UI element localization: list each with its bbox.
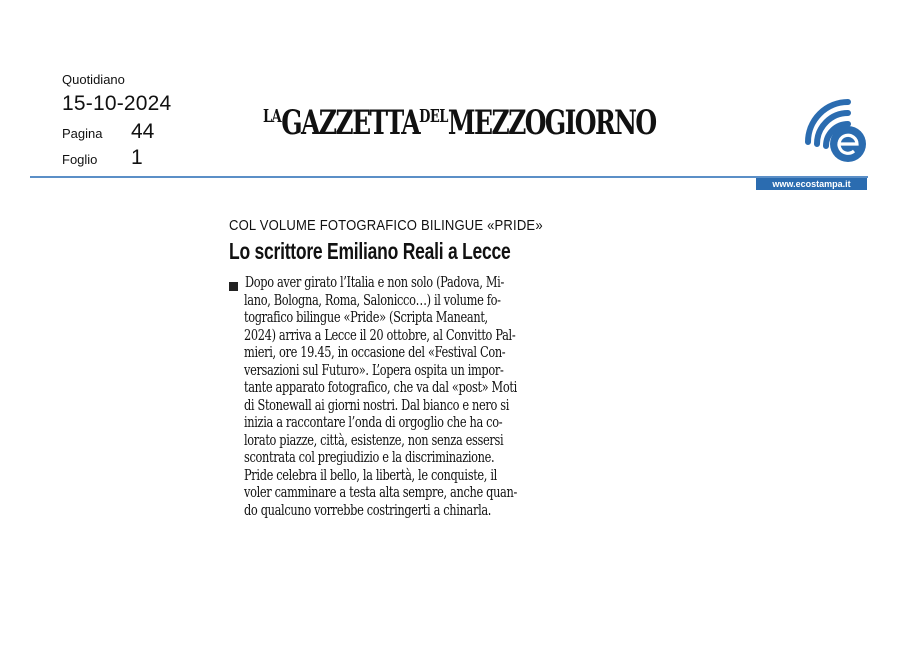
publication-date: 15-10-2024	[62, 92, 172, 115]
pagina-value: 44	[131, 120, 155, 143]
header-divider	[30, 176, 868, 178]
masthead-la: LA	[263, 107, 282, 128]
foglio-label: Foglio	[62, 152, 98, 167]
article-kicker: COL VOLUME FOTOGRAFICO BILINGUE «PRIDE»	[229, 218, 543, 234]
body-line: tante apparato fotografico, che va dal «post» Moti	[244, 379, 517, 396]
foglio-value: 1	[131, 146, 143, 169]
masthead-mezzogiorno: MEZZOGIORNO	[447, 103, 656, 143]
body-line: Pride celebra il bello, la libertà, le conquiste, il	[244, 466, 497, 484]
pagina-label: Pagina	[62, 126, 103, 141]
body-line: lorato piazze, città, esistenze, non senza essersi	[244, 431, 504, 449]
newspaper-masthead	[263, 103, 656, 157]
article-body	[0, 274, 594, 519]
body-line: voler camminare a testa alta sempre, anche quan-	[244, 484, 517, 501]
body-line: scontrata col pregiudizio e la discriminazione.	[244, 449, 495, 466]
masthead-del: DEL	[419, 107, 448, 128]
ecostampa-url: www.ecostampa.it	[756, 178, 867, 190]
body-line: versazioni sul Futuro». L’opera ospita un impor-	[244, 361, 504, 379]
quotidiano-label: Quotidiano	[62, 72, 125, 87]
masthead-gazzetta: GAZZETTA	[281, 103, 420, 143]
body-line: mieri, ore 19.45, in occasione del «Festival Con-	[244, 344, 506, 361]
body-line: inizia a raccontare l’onda di orgoglio che ha co-	[244, 414, 503, 431]
body-line: tografico bilingue «Pride» (Scripta Maneant,	[244, 309, 488, 326]
body-line: di Stonewall ai giorni nostri. Dal bianco e nero si	[244, 396, 510, 414]
article-headline: Lo scrittore Emiliano Reali a Lecce	[229, 238, 511, 264]
body-line: do qualcuno vorrebbe costringerti a chinarla.	[244, 501, 492, 519]
body-line: lano, Bologna, Roma, Salonicco…) il volume fo-	[244, 291, 501, 309]
body-line: 2024) arriva a Lecce il 20 ottobre, al Convitto Pal-	[244, 326, 516, 344]
ecostampa-logo-icon	[800, 96, 870, 166]
body-line: Dopo aver girato l’Italia e non solo (Padova, Mi-	[245, 274, 504, 291]
